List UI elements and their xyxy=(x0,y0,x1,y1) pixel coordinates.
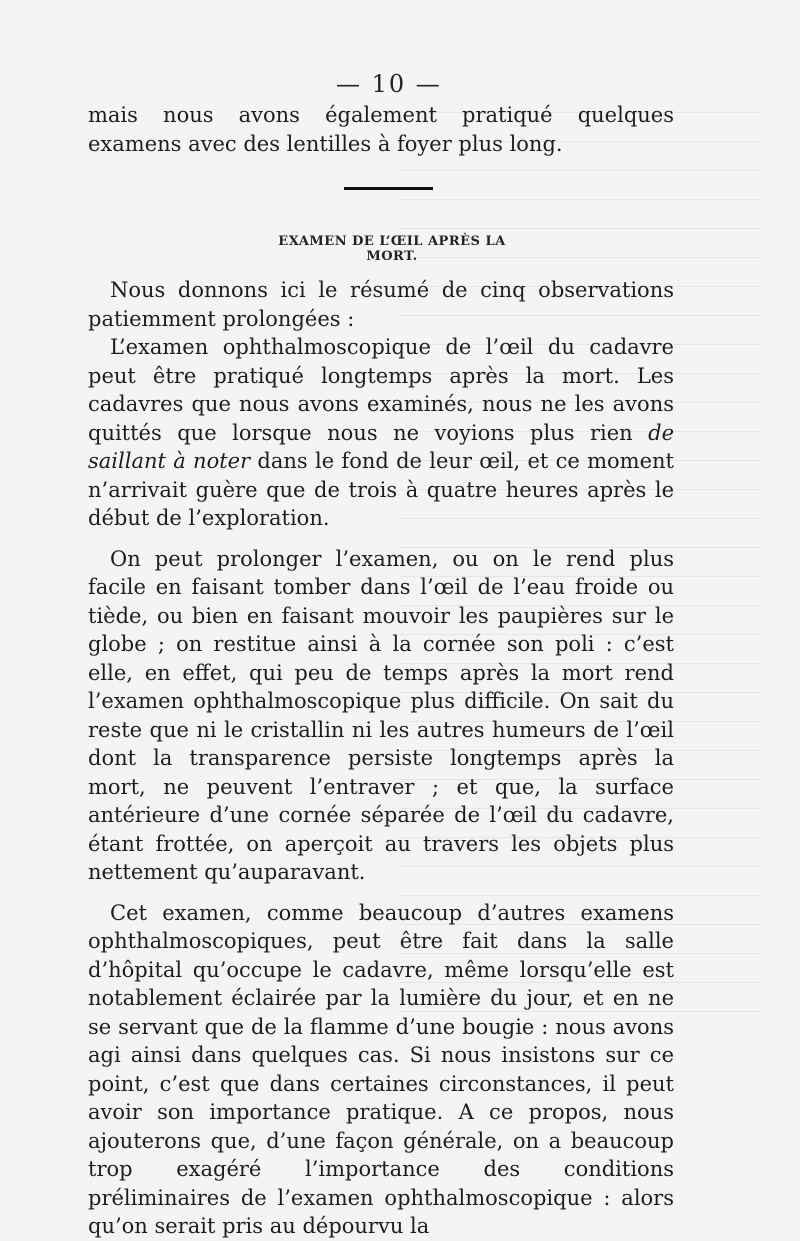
paragraph-cadaver-exam-italic: de saillant à noter xyxy=(88,420,674,473)
paragraph-intro: Nous donnons ici le résumé de cinq observations patiemment prolongées : xyxy=(88,278,674,331)
paragraph-hospital-exam: Cet examen, comme beaucoup d’autres examens ophthalmoscopiques, peut être fait dans la salle d’hôpital qu’occupe le cadavre, même lorsqu’elle est notablement éclairée par la lumière du jour, et en ne se servant que de la flamme d’une bougie : nous avons agi ainsi dans quelques cas. Si nous insistons sur ce point, c’est que dans certaines circonstances, il peut avoir son importance pratique. A ce propos, nous ajouterons que, d’une façon générale, on a beaucoup trop exagéré l’importance des conditions préliminaires de l’examen ophthalmoscopique : alors qu’on serait pris au dépourvu la xyxy=(88,900,674,1238)
paragraph-cadaver-exam-part1: L’examen ophthalmoscopique de l’œil du cadavre peut être pratiqué longtemps après la mort. Les cadavres que nous avons examinés, nous ne les avons quittés que lorsque nous ne voyions plus rien xyxy=(88,335,674,445)
paragraph-prolong-exam: On peut prolonger l’examen, ou on le rend plus facile en faisant tomber dans l’œil de l’eau froide ou tiède, ou bien en faisant mouvoir les paupières sur le globe ; on restitue ainsi à la cornée son poli : c’est elle, en effet, qui peu de temps après la mort rend l’examen ophthalmoscopique plus difficile. On sait du reste que ni le cristallin ni les autres humeurs de l’œil dont la transparence persiste longtemps après la mort, ne peuvent l’entraver ; et que, la surface antérieure d’une cornée séparée de l’œil du cadavre, étant frottée, on aperçoit au travers les objets plus nettement qu’auparavant. xyxy=(88,546,674,884)
paragraph-cadaver-exam xyxy=(88,333,674,533)
section-body xyxy=(88,276,674,1241)
section-heading: EXAMEN DE L’ŒIL APRÈS LA MORT. xyxy=(278,234,506,264)
continuation-text: mais nous avons également pratiqué quelques examens avec des lentilles à foyer plus long. xyxy=(88,103,674,156)
page-number: — 10 — xyxy=(336,70,442,98)
continuation-paragraph xyxy=(88,101,674,158)
paragraph-cadaver-exam-part2: dans le fond de leur œil, et ce moment n’arrivait guère que de trois à quatre heures après le début de l’exploration. xyxy=(88,449,674,530)
section-separator-rule xyxy=(344,187,433,190)
